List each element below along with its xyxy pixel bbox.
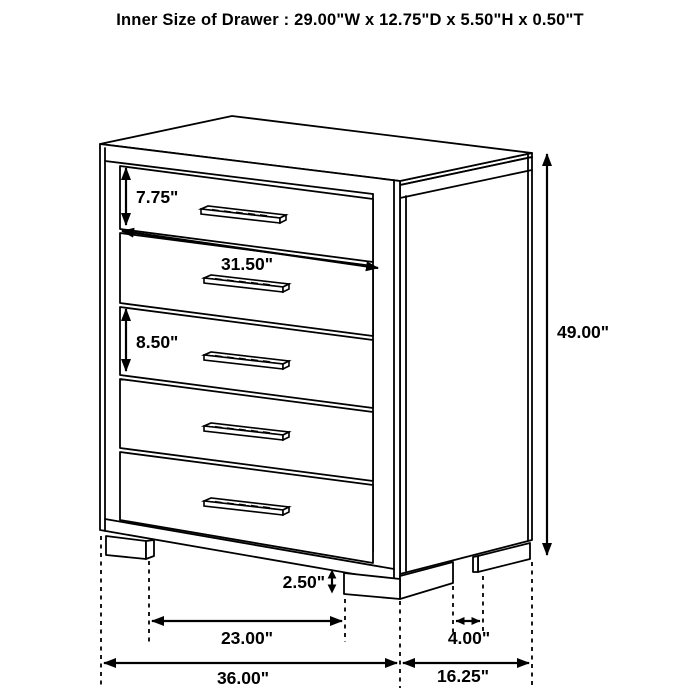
front-left-leg: [106, 536, 154, 559]
dim-label-overall-height: 49.00": [557, 322, 610, 342]
dim-front-leg-span: [152, 621, 342, 648]
dim-label-top-drawer-height: 7.75": [136, 187, 179, 207]
dim-overall-height: [547, 154, 609, 555]
dim-label-overall-depth: 16.25": [436, 666, 490, 686]
dim-label-middle-drawer-height: 8.50": [136, 332, 179, 352]
dim-side-leg-gap: [448, 621, 490, 648]
dim-label-overall-width: 36.00": [216, 668, 270, 688]
dim-leg-height: [283, 570, 337, 594]
diagram-title: Inner Size of Drawer : 29.00"W x 12.75"D x 5.50"H x 0.50"T: [116, 11, 584, 29]
dim-label-drawer-width: 31.50": [220, 254, 274, 274]
dim-label-side-leg-gap: 4.00": [447, 628, 491, 648]
dim-overall-depth: [403, 663, 529, 686]
dim-label-front-leg-span: 23.00": [220, 628, 274, 648]
dim-label-leg-height: 2.50": [282, 572, 325, 592]
dim-overall-width: [104, 663, 397, 688]
chest-side-panel: [400, 153, 532, 574]
